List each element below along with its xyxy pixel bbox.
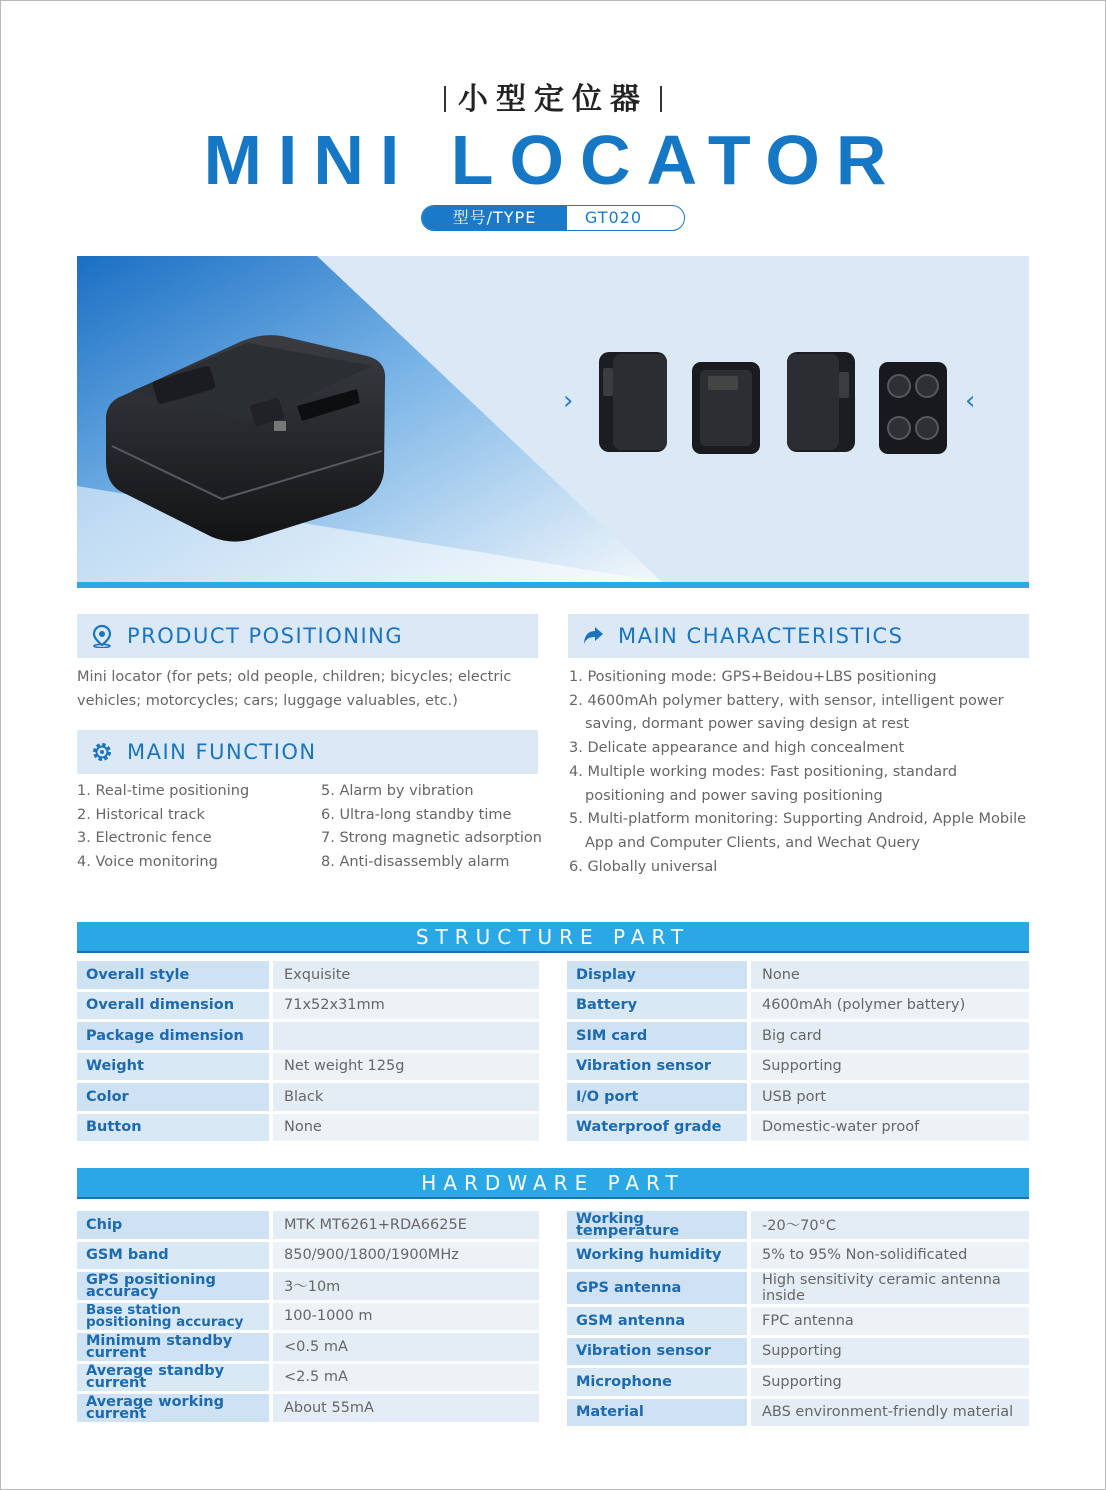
spec-key: Base station positioning accuracy: [77, 1303, 269, 1331]
structure-table-left: [77, 958, 539, 1144]
title-bar-left: [444, 86, 446, 112]
table-row: [567, 1114, 1029, 1142]
table-row: [567, 1053, 1029, 1081]
characteristic-item: 1. Positioning mode: GPS+Beidou+LBS positioning: [569, 669, 937, 685]
spec-key: GPS antenna: [567, 1272, 747, 1304]
function-item: 3. Electronic fence: [77, 830, 212, 847]
spec-key: Vibration sensor: [567, 1053, 747, 1081]
spec-key: Package dimension: [77, 1022, 269, 1050]
structure-part-band: STRUCTURE PART: [77, 922, 1029, 952]
spec-value: <0.5 mA: [273, 1333, 539, 1361]
table-row: [77, 1303, 539, 1331]
hero-bottom-line: [77, 582, 1029, 588]
spec-value: None: [751, 961, 1029, 989]
spec-key: Chip: [77, 1211, 269, 1239]
main-function-header: [77, 730, 538, 774]
table-row: [567, 1368, 1029, 1396]
spec-value: Domestic-water proof: [751, 1114, 1029, 1142]
function-item: 4. Voice monitoring: [77, 854, 218, 871]
spec-key: Battery: [567, 992, 747, 1020]
device-thumb-2: [690, 360, 762, 456]
spec-value: About 55mA: [273, 1394, 539, 1422]
spec-key: I/O port: [567, 1083, 747, 1111]
type-label: 型号/TYPE: [422, 206, 567, 230]
spec-key: Overall style: [77, 961, 269, 989]
spec-key: Display: [567, 961, 747, 989]
table-row: [567, 1272, 1029, 1304]
spec-value: Exquisite: [273, 961, 539, 989]
spec-value: -20～70°C: [751, 1211, 1029, 1239]
spec-value: USB port: [751, 1083, 1029, 1111]
device-thumb-1: [595, 348, 673, 458]
hardware-part-band: HARDWARE PART: [77, 1168, 1029, 1198]
spec-key: Working temperature: [567, 1211, 747, 1239]
spec-value: MTK MT6261+RDA6625E: [273, 1211, 539, 1239]
hardware-table-left: [77, 1208, 539, 1425]
main-title: MINI LOCATOR: [203, 121, 903, 199]
table-row: [77, 1272, 539, 1300]
structure-table-right: [567, 958, 1029, 1144]
table-row: [567, 1242, 1029, 1270]
spec-value: Supporting: [751, 1053, 1029, 1081]
type-badge: [421, 205, 685, 231]
device-thumb-4: [877, 360, 949, 456]
main-characteristics-list: [569, 666, 1039, 879]
function-item: 8. Anti-disassembly alarm: [321, 854, 510, 871]
spec-key: Color: [77, 1083, 269, 1111]
function-item: 7. Strong magnetic adsorption: [321, 830, 542, 847]
spec-key: Microphone: [567, 1368, 747, 1396]
spec-key: Waterproof grade: [567, 1114, 747, 1142]
table-row: [77, 992, 539, 1020]
table-row: [77, 1211, 539, 1239]
spec-value: None: [273, 1114, 539, 1142]
type-value: GT020: [584, 208, 643, 227]
spec-key: GPS positioning accuracy: [77, 1272, 269, 1300]
function-item: 5. Alarm by vibration: [321, 783, 474, 799]
spec-key: Average working current: [77, 1394, 269, 1422]
hardware-table-right: [567, 1208, 1029, 1429]
spec-key: Working humidity: [567, 1242, 747, 1270]
characteristic-item: 2. 4600mAh polymer battery, with sensor, intelligent power saving, dormant power saving design at rest: [569, 692, 1004, 733]
spec-value: Supporting: [751, 1368, 1029, 1396]
device-main-image: [102, 321, 392, 546]
table-row: [77, 1242, 539, 1270]
chinese-title-text: 小型定位器: [458, 82, 648, 117]
characteristic-item: 6. Globally universal: [569, 858, 718, 875]
table-row: [567, 992, 1029, 1020]
gear-icon: [77, 740, 127, 764]
spec-value: 71x52x31mm: [273, 992, 539, 1020]
spec-key: SIM card: [567, 1022, 747, 1050]
spec-key: Overall dimension: [77, 992, 269, 1020]
table-row: [77, 1333, 539, 1361]
table-row: [567, 1083, 1029, 1111]
spec-key: Weight: [77, 1053, 269, 1081]
location-pin-icon: [77, 624, 127, 648]
table-row: [567, 1022, 1029, 1050]
main-function-list-1: [77, 780, 249, 875]
hero-banner: [77, 256, 1029, 588]
table-row: [77, 1394, 539, 1422]
spec-value: Big card: [751, 1022, 1029, 1050]
title-bar-right: [660, 86, 662, 112]
table-row: [77, 1364, 539, 1392]
spec-value: 850/900/1800/1900MHz: [273, 1242, 539, 1270]
spec-value: Black: [273, 1083, 539, 1111]
table-row: [77, 1083, 539, 1111]
table-row: [77, 1053, 539, 1081]
function-item: 2. Historical track: [77, 806, 205, 823]
spec-value: FPC antenna: [751, 1307, 1029, 1335]
product-positioning-text: Mini locator (for pets; old people, children; bicycles; electric vehicles; motorcycles; cars; luggage valuables, etc.): [77, 669, 512, 709]
structure-band-line: [77, 951, 1029, 953]
spec-value: 5% to 95% Non-solidificated: [751, 1242, 1029, 1270]
prev-chevron-icon[interactable]: ‹: [965, 386, 976, 416]
table-row: [567, 1399, 1029, 1427]
main-function-list-2: [321, 780, 542, 875]
hardware-band-line: [77, 1197, 1029, 1199]
table-row: [567, 1338, 1029, 1366]
spec-value: Supporting: [751, 1338, 1029, 1366]
characteristic-item: 3. Delicate appearance and high concealment: [569, 740, 905, 757]
spec-key: Minimum standby current: [77, 1333, 269, 1361]
main-function-title: MAIN FUNCTION: [127, 740, 317, 764]
main-characteristics-header: [568, 614, 1029, 658]
spec-key: Vibration sensor: [567, 1338, 747, 1366]
table-row: [567, 1211, 1029, 1239]
spec-value: [273, 1022, 539, 1050]
spec-value: ABS environment-friendly material: [751, 1399, 1029, 1427]
characteristic-item: 4. Multiple working modes: Fast positioning, standard positioning and power saving positioning: [569, 763, 958, 804]
spec-value: 100-1000 m: [273, 1303, 539, 1331]
spec-value: 4600mAh (polymer battery): [751, 992, 1029, 1020]
spec-value: 3～10m: [273, 1272, 539, 1300]
table-row: [77, 1022, 539, 1050]
spec-value: Net weight 125g: [273, 1053, 539, 1081]
chinese-title: [0, 74, 1106, 118]
table-row: [77, 1114, 539, 1142]
spec-key: GSM band: [77, 1242, 269, 1270]
spec-key: GSM antenna: [567, 1307, 747, 1335]
table-row: [567, 1307, 1029, 1335]
main-characteristics-title: MAIN CHARACTERISTICS: [618, 624, 904, 648]
table-row: [77, 961, 539, 989]
function-item: 6. Ultra-long standby time: [321, 806, 512, 823]
table-row: [567, 961, 1029, 989]
next-chevron-icon[interactable]: ›: [563, 386, 574, 416]
spec-key: Button: [77, 1114, 269, 1142]
spec-key: Material: [567, 1399, 747, 1427]
spec-value: High sensitivity ceramic antenna inside: [751, 1272, 1029, 1304]
characteristic-item: 5. Multi-platform monitoring: Supporting Android, Apple Mobile App and Computer Clients, and Wechat Query: [569, 811, 1027, 851]
spec-key: Average standby current: [77, 1364, 269, 1392]
product-positioning-title: PRODUCT POSITIONING: [127, 624, 404, 648]
device-thumb-3: [783, 348, 859, 458]
share-arrow-icon: [568, 625, 618, 647]
product-positioning-header: [77, 614, 538, 658]
spec-value: <2.5 mA: [273, 1364, 539, 1392]
function-item: 1. Real-time positioning: [77, 783, 250, 799]
